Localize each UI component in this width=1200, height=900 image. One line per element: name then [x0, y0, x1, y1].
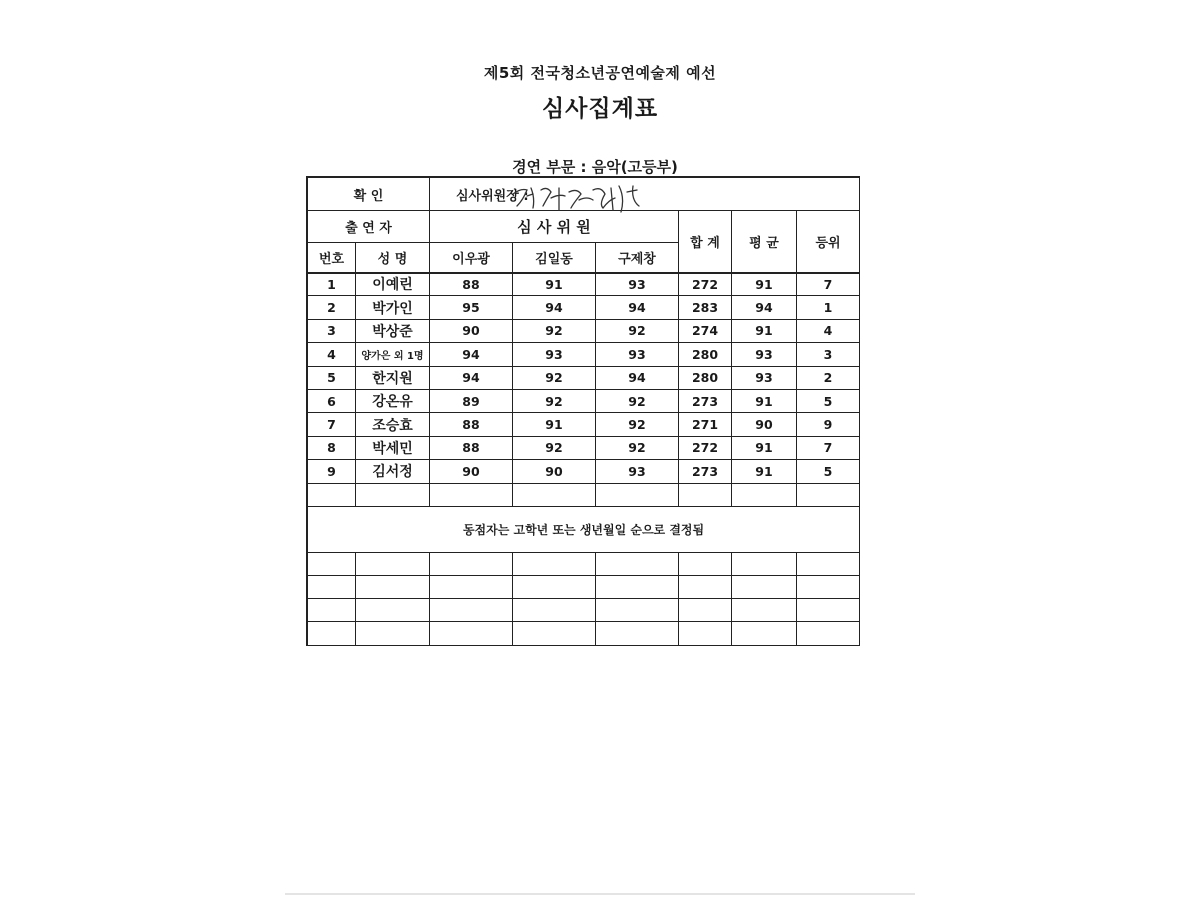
performer-group-header: 출 연 자 — [308, 211, 430, 243]
cell-s2: 92 — [513, 436, 596, 459]
document-title: 제5회 전국청소년공연예술제 예선 — [483, 64, 717, 82]
cell-rank: 5 — [797, 460, 860, 483]
empty-cell — [513, 599, 596, 622]
performer-name: 이예린 — [356, 273, 430, 296]
cell-total: 273 — [679, 460, 732, 483]
empty-row — [308, 552, 860, 575]
empty-row — [308, 599, 860, 622]
empty-cell — [513, 622, 596, 645]
table-row — [308, 273, 860, 296]
section-label: 경연 부문 : 음악(고등부) — [512, 158, 678, 176]
cell-s2: 92 — [513, 319, 596, 342]
performer-name: 양가은 외 1명 — [356, 343, 430, 366]
chief-judge-signature — [507, 180, 657, 214]
empty-cell — [430, 599, 513, 622]
empty-cell — [308, 575, 356, 598]
empty-cell — [513, 552, 596, 575]
cell-s1: 90 — [430, 319, 513, 342]
cell-avg: 91 — [732, 319, 797, 342]
cell-s1: 88 — [430, 436, 513, 459]
cell-s2: 92 — [513, 389, 596, 412]
tie-break-note: 동점자는 고학년 또는 생년월일 순으로 결정됨 — [308, 506, 860, 552]
empty-cell — [430, 622, 513, 645]
cell-s3: 94 — [596, 366, 679, 389]
empty-cell — [797, 483, 860, 506]
cell-avg: 90 — [732, 413, 797, 436]
table-row — [308, 460, 860, 483]
empty-cell — [797, 599, 860, 622]
cell-s3: 93 — [596, 460, 679, 483]
cell-s3: 93 — [596, 273, 679, 296]
cell-s1: 94 — [430, 343, 513, 366]
cell-avg: 91 — [732, 460, 797, 483]
confirm-label: 확 인 — [308, 178, 430, 211]
cell-no: 1 — [308, 273, 356, 296]
empty-cell — [308, 483, 356, 506]
empty-cell — [596, 552, 679, 575]
cell-no: 9 — [308, 460, 356, 483]
empty-cell — [308, 622, 356, 645]
cell-s1: 90 — [430, 460, 513, 483]
cell-total: 283 — [679, 296, 732, 319]
cell-s2: 94 — [513, 296, 596, 319]
cell-s3: 94 — [596, 296, 679, 319]
number-header: 번호 — [308, 243, 356, 273]
performer-name: 조승효 — [356, 413, 430, 436]
table-row — [308, 436, 860, 459]
rank-header: 등위 — [797, 211, 860, 273]
cell-s3: 93 — [596, 343, 679, 366]
empty-row — [308, 575, 860, 598]
judges-group-header: 심 사 위 원 — [430, 211, 679, 243]
empty-cell — [356, 575, 430, 598]
empty-cell — [679, 622, 732, 645]
performer-name: 김서정 — [356, 460, 430, 483]
empty-cell — [513, 575, 596, 598]
empty-cell — [679, 599, 732, 622]
score-table — [307, 177, 860, 646]
cell-rank: 2 — [797, 366, 860, 389]
cell-rank: 5 — [797, 389, 860, 412]
performer-name: 박세민 — [356, 436, 430, 459]
empty-cell — [732, 575, 797, 598]
average-header: 평 균 — [732, 211, 797, 273]
empty-cell — [430, 552, 513, 575]
empty-cell — [732, 622, 797, 645]
empty-cell — [679, 575, 732, 598]
empty-row — [308, 483, 860, 506]
cell-s3: 92 — [596, 436, 679, 459]
cell-s3: 92 — [596, 413, 679, 436]
performer-name: 박상준 — [356, 319, 430, 342]
cell-s3: 92 — [596, 319, 679, 342]
empty-cell — [596, 599, 679, 622]
name-header: 성 명 — [356, 243, 430, 273]
cell-no: 4 — [308, 343, 356, 366]
cell-s2: 91 — [513, 413, 596, 436]
cell-no: 7 — [308, 413, 356, 436]
cell-rank: 7 — [797, 436, 860, 459]
cell-s2: 93 — [513, 343, 596, 366]
cell-avg: 93 — [732, 343, 797, 366]
cell-s1: 94 — [430, 366, 513, 389]
performer-name: 강온유 — [356, 389, 430, 412]
performer-name: 한지원 — [356, 366, 430, 389]
cell-s1: 89 — [430, 389, 513, 412]
note-row — [308, 506, 860, 552]
empty-cell — [356, 599, 430, 622]
empty-cell — [356, 483, 430, 506]
scan-edge — [285, 893, 915, 895]
judge-header-2: 김일동 — [513, 243, 596, 273]
judge-header-1: 이우광 — [430, 243, 513, 273]
cell-total: 271 — [679, 413, 732, 436]
empty-cell — [308, 552, 356, 575]
score-sheet — [306, 176, 860, 646]
cell-s2: 90 — [513, 460, 596, 483]
empty-cell — [797, 622, 860, 645]
performer-name: 박가인 — [356, 296, 430, 319]
empty-cell — [679, 483, 732, 506]
empty-cell — [356, 552, 430, 575]
cell-avg: 91 — [732, 389, 797, 412]
cell-no: 2 — [308, 296, 356, 319]
judge-header-3: 구제창 — [596, 243, 679, 273]
cell-s1: 88 — [430, 273, 513, 296]
empty-cell — [596, 575, 679, 598]
cell-avg: 91 — [732, 273, 797, 296]
cell-rank: 3 — [797, 343, 860, 366]
empty-cell — [356, 622, 430, 645]
table-row — [308, 413, 860, 436]
empty-cell — [513, 483, 596, 506]
cell-s2: 92 — [513, 366, 596, 389]
cell-rank: 4 — [797, 319, 860, 342]
cell-total: 274 — [679, 319, 732, 342]
chief-judge-label: 심사위원장 : — [456, 188, 529, 204]
cell-s3: 92 — [596, 389, 679, 412]
cell-no: 6 — [308, 389, 356, 412]
cell-s1: 95 — [430, 296, 513, 319]
total-header: 합 계 — [679, 211, 732, 273]
table-row — [308, 343, 860, 366]
cell-total: 273 — [679, 389, 732, 412]
table-row — [308, 366, 860, 389]
cell-rank: 7 — [797, 273, 860, 296]
empty-cell — [430, 575, 513, 598]
cell-rank: 1 — [797, 296, 860, 319]
cell-no: 5 — [308, 366, 356, 389]
cell-rank: 9 — [797, 413, 860, 436]
table-row — [308, 389, 860, 412]
cell-total: 272 — [679, 273, 732, 296]
cell-avg: 91 — [732, 436, 797, 459]
empty-cell — [308, 599, 356, 622]
empty-cell — [596, 483, 679, 506]
empty-cell — [797, 575, 860, 598]
cell-s1: 88 — [430, 413, 513, 436]
header-row-1 — [308, 211, 860, 243]
empty-cell — [797, 552, 860, 575]
cell-avg: 94 — [732, 296, 797, 319]
cell-total: 272 — [679, 436, 732, 459]
empty-cell — [430, 483, 513, 506]
table-row — [308, 319, 860, 342]
empty-cell — [732, 552, 797, 575]
cell-total: 280 — [679, 366, 732, 389]
empty-row — [308, 622, 860, 645]
empty-cell — [596, 622, 679, 645]
cell-avg: 93 — [732, 366, 797, 389]
cell-total: 280 — [679, 343, 732, 366]
cell-s2: 91 — [513, 273, 596, 296]
empty-cell — [732, 599, 797, 622]
table-row — [308, 296, 860, 319]
cell-no: 3 — [308, 319, 356, 342]
empty-cell — [679, 552, 732, 575]
cell-no: 8 — [308, 436, 356, 459]
empty-cell — [732, 483, 797, 506]
document-subtitle: 심사집계표 — [541, 96, 659, 122]
